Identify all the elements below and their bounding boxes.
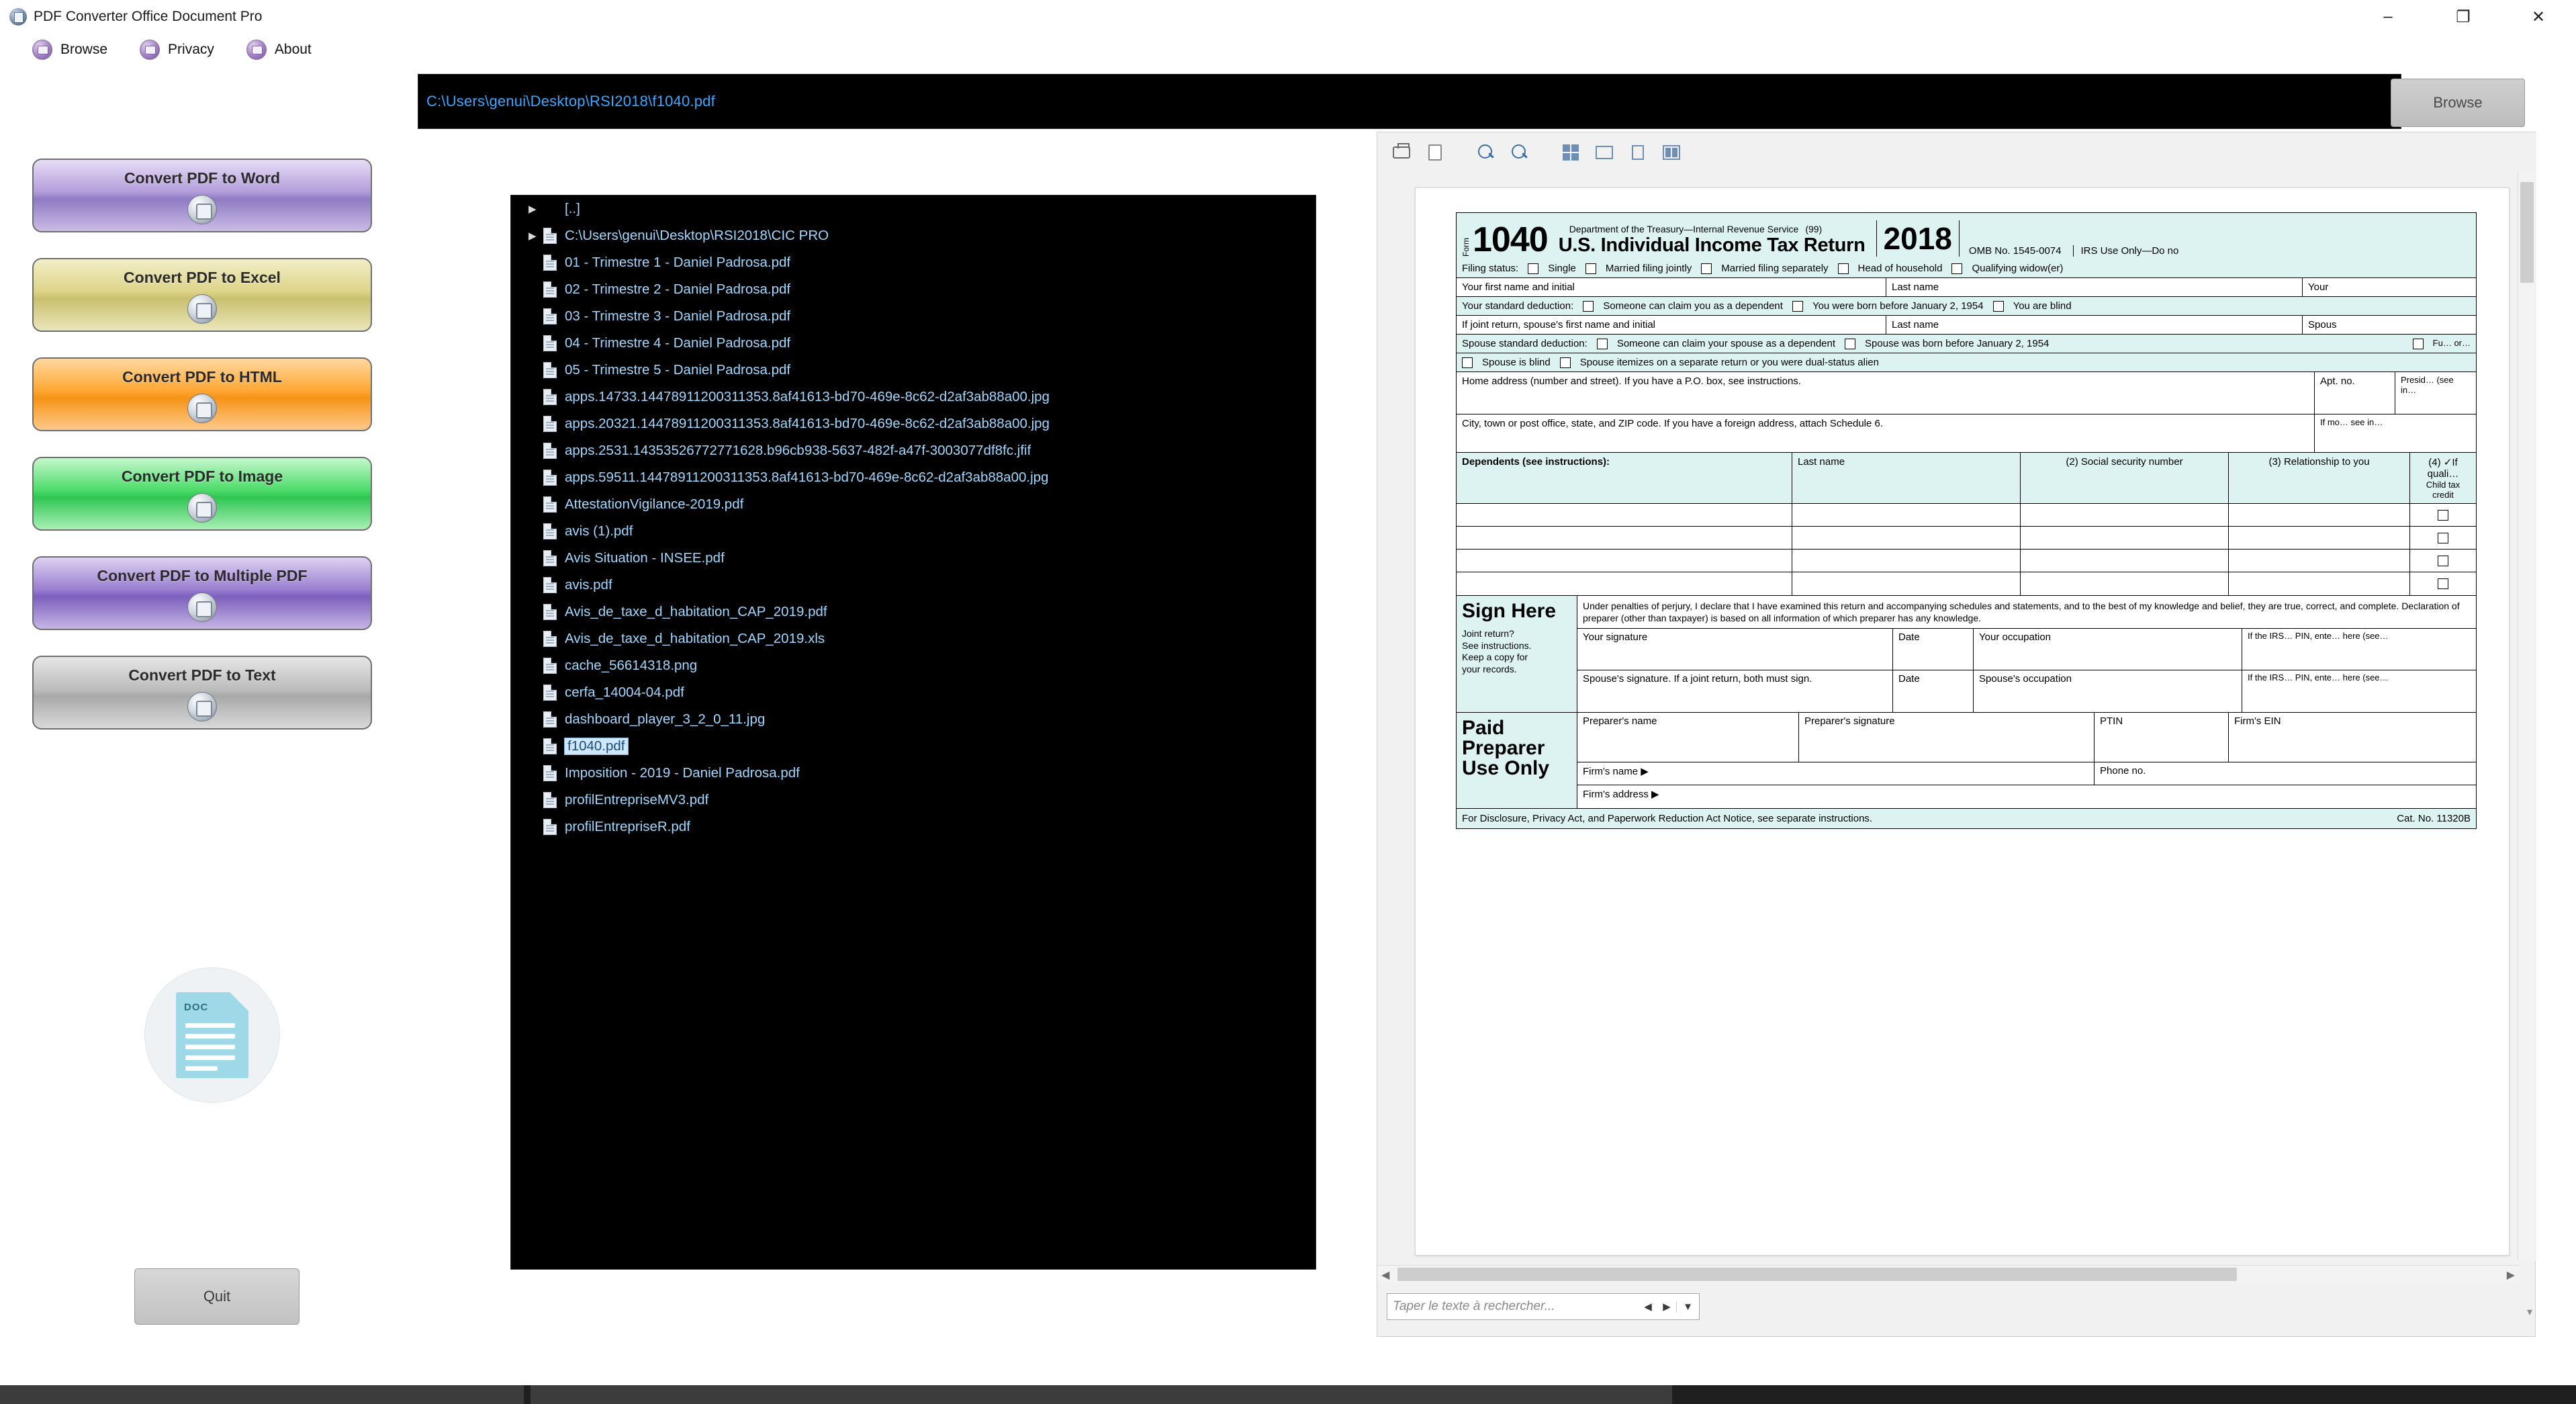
print-icon — [1393, 146, 1410, 159]
file-icon — [543, 255, 557, 271]
your-first-name-field[interactable] — [1457, 278, 1886, 296]
sign-here-section — [1456, 596, 2477, 713]
two-column-icon — [1663, 145, 1680, 160]
spouse-signature-date-field[interactable] — [1893, 670, 1974, 712]
dependent-row[interactable] — [1457, 572, 2476, 595]
print-button[interactable] — [1388, 139, 1415, 166]
your-standard-deduction-row — [1456, 297, 2477, 316]
file-list-item[interactable] — [511, 464, 1316, 491]
checkbox-spouse-claimed-as-dependent[interactable] — [1597, 339, 1608, 349]
window-titlebar — [0, 0, 2576, 34]
your-standard-deduction-label: Your standard deduction: — [1462, 300, 1574, 312]
identity-pin-note — [2242, 629, 2476, 670]
spouse-last-name-field[interactable] — [1886, 316, 2303, 334]
file-icon — [543, 362, 557, 378]
spouse-signature-field[interactable] — [1577, 670, 1893, 712]
expand-arrow-icon[interactable]: ▶ — [528, 230, 537, 242]
viewer-vertical-scrollbar[interactable] — [2518, 173, 2535, 1261]
convert-pdf-to-multiple-pdf-label: Convert PDF to Multiple PDF — [97, 567, 308, 584]
preparer-name-label: Preparer's name — [1583, 715, 1657, 728]
file-list-item[interactable] — [511, 733, 1316, 760]
convert-pdf-to-text-button[interactable] — [32, 656, 372, 730]
thumbnail-grid-button[interactable] — [1557, 139, 1584, 166]
document-preview-thumbnail — [144, 967, 280, 1103]
spouse-itemizes-label: Spouse itemizes on a separate return or you were dual-status alien — [1579, 357, 1879, 368]
filing-option-married-jointly: Married filing jointly — [1605, 263, 1692, 274]
more-than-four-dependents-label: If mo… see in… — [2320, 417, 2383, 427]
scroll-left-icon[interactable]: ◀ — [1381, 1270, 1390, 1281]
your-occupation-label: Your occupation — [1979, 631, 2052, 644]
dependents-rows — [1456, 504, 2477, 596]
file-list-item[interactable] — [511, 195, 1316, 222]
dependents-ssn-cell — [2021, 453, 2229, 503]
city-state-zip-label: City, town or post office, state, and ZIP code. If you have a foreign address, attach Schedule 6. — [1462, 418, 1884, 429]
file-list-item[interactable] — [511, 384, 1316, 410]
spouse-identity-pin-note — [2242, 670, 2476, 712]
file-icon — [543, 389, 557, 405]
file-path-value: C:\Users\genui\Desktop\RSI2018\f1040.pdf — [426, 93, 715, 109]
paid-preparer-title: Paid Preparer Use Only — [1457, 713, 1577, 808]
spouse-last-name-label: Last name — [1892, 319, 1939, 331]
fit-width-button[interactable] — [1591, 139, 1618, 166]
file-list-item-label: apps.14733.14478911200311353.8af41613-bd70-469e-8c62-d2af3ab88a00.jpg — [565, 389, 1050, 404]
document-sheet-icon — [176, 992, 248, 1078]
search-prev-button[interactable]: ◀ — [1644, 1301, 1652, 1313]
document-coin-icon — [187, 493, 217, 523]
sign-here-title: Sign Here — [1462, 600, 1557, 622]
quit-button-label: Quit — [203, 1288, 231, 1305]
spouse-first-name-field[interactable] — [1457, 316, 1886, 334]
your-signature-label: Your signature — [1583, 631, 1648, 644]
apt-no-label: Apt. no. — [2320, 376, 2355, 387]
minimize-button[interactable] — [2350, 0, 2426, 34]
filing-status-label: Filing status: — [1462, 263, 1519, 274]
filing-option-qualifying-widow: Qualifying widow(er) — [1972, 263, 2064, 274]
checkbox-single[interactable] — [1528, 263, 1538, 274]
presidential-election-label: Presid… (see in… — [2401, 375, 2454, 395]
file-list-item-label: profilEntrepriseMV3.pdf — [565, 792, 709, 807]
phone-no-label: Phone no. — [2100, 765, 2146, 777]
convert-pdf-to-word-label: Convert PDF to Word — [124, 169, 281, 187]
viewer-horizontal-scroll-thumb[interactable] — [1397, 1268, 2237, 1281]
sign-note-3: Keep a copy for — [1462, 652, 1528, 662]
zoom-in-icon — [1478, 144, 1494, 161]
privacy-bullet-icon — [140, 40, 160, 60]
file-list-item-label: avis.pdf — [565, 577, 612, 593]
form-title: U.S. Individual Income Tax Return — [1558, 234, 1866, 256]
convert-pdf-to-image-button[interactable] — [32, 457, 372, 531]
checkbox-spouse-born-before-1954[interactable] — [1845, 339, 1855, 349]
single-page-button[interactable] — [1624, 139, 1651, 166]
form-number: 1040 — [1473, 220, 1548, 259]
dependent-row[interactable] — [1457, 527, 2476, 550]
viewer-horizontal-scrollbar[interactable] — [1377, 1265, 2519, 1282]
checkbox-full-year-coverage[interactable] — [2413, 339, 2424, 349]
spouse-occupation-field[interactable] — [1974, 670, 2242, 712]
close-icon: ✕ — [2531, 7, 2546, 26]
spouse-occupation-label: Spouse's occupation — [1979, 673, 2072, 685]
checkbox-head-of-household[interactable] — [1838, 263, 1849, 274]
document-coin-icon — [187, 294, 217, 324]
your-signature-date-field[interactable] — [1893, 629, 1974, 670]
menu-item-about[interactable] — [246, 40, 312, 60]
browse-button[interactable] — [2391, 79, 2525, 127]
scroll-down-hint-icon: ▾ — [2526, 1307, 2532, 1318]
file-list-item-label: apps.2531.14353526772771628.b96cb938-5637-482f-a47f-3003077df8fc.jfif — [565, 443, 1031, 458]
checkbox-spouse-itemizes[interactable] — [1560, 357, 1571, 368]
file-list-item[interactable] — [511, 787, 1316, 814]
perjury-statement: Under penalties of perjury, I declare that I have examined this return and accompanying schedules and statements, and to the best of my knowledge and belief, they are true, correct, and complete. Declaration of preparer (other than taxpayer) is based on all information of which preparer has any knowledge. — [1577, 596, 2476, 629]
file-list-item[interactable] — [511, 706, 1316, 733]
convert-pdf-to-text-label: Convert PDF to Text — [128, 666, 276, 684]
city-state-zip-row — [1456, 414, 2477, 453]
close-button[interactable] — [2501, 0, 2576, 34]
dependents-child-credit-label: Child tax credit — [2426, 480, 2460, 500]
form-irs-use: IRS Use Only—Do no — [2073, 245, 2178, 257]
file-icon — [543, 308, 557, 324]
file-icon — [543, 577, 557, 593]
pdf-page-1 — [1415, 187, 2510, 1256]
search-next-button[interactable]: ▶ — [1663, 1301, 1671, 1313]
dependents-relationship-cell — [2229, 453, 2410, 503]
pdf-search-field[interactable] — [1387, 1293, 1700, 1320]
preparer-top-row — [1577, 713, 2476, 762]
file-icon — [543, 335, 557, 351]
file-icon — [543, 604, 557, 620]
file-path-field[interactable] — [418, 74, 2401, 129]
file-list-item[interactable] — [511, 652, 1316, 679]
conversion-button-group — [32, 159, 372, 755]
dependents-header-row — [1456, 453, 2477, 504]
file-list-item-label: 01 - Trimestre 1 - Daniel Padrosa.pdf — [565, 255, 791, 270]
file-list-item[interactable] — [511, 572, 1316, 599]
file-icon — [543, 496, 557, 513]
spouse-name-row — [1456, 316, 2477, 335]
file-icon — [543, 765, 557, 781]
checkbox-child-tax-credit[interactable] — [2438, 533, 2448, 543]
preparer-signature-field[interactable] — [1799, 713, 2095, 762]
zoom-in-button[interactable] — [1473, 139, 1500, 166]
dependents-ssn-label: (2) Social security number — [2066, 456, 2183, 468]
menu-item-about-label: About — [274, 42, 312, 57]
sign-note-2: See instructions. — [1462, 640, 1532, 651]
window-title: PDF Converter Office Document Pro — [34, 9, 263, 24]
sign-here-fields — [1577, 596, 2476, 712]
file-icon — [543, 470, 557, 486]
search-options-dropdown[interactable]: ▼ — [1676, 1301, 1699, 1313]
file-list-item-label: Avis_de_taxe_d_habitation_CAP_2019.xls — [565, 631, 825, 646]
file-list-item-label: AttestationVigilance-2019.pdf — [565, 496, 744, 512]
file-list-item[interactable] — [511, 249, 1316, 276]
file-icon — [543, 523, 557, 539]
convert-pdf-to-image-label: Convert PDF to Image — [121, 468, 283, 485]
home-address-field[interactable] — [1457, 372, 2315, 414]
dependents-title-cell — [1457, 453, 1792, 503]
firm-address-row — [1577, 785, 2476, 808]
file-icon — [543, 443, 557, 459]
convert-pdf-to-word-button[interactable] — [32, 159, 372, 232]
spouse-first-name-label: If joint return, spouse's first name and initial — [1462, 319, 1656, 331]
sign-note-1: Joint return? — [1462, 628, 1514, 639]
spouse-identity-pin-label: If the IRS… PIN, ente… here (see… — [2248, 672, 2389, 683]
viewer-vertical-scroll-thumb[interactable] — [2520, 182, 2534, 283]
form-year: 2018 — [1876, 220, 1960, 257]
file-icon — [543, 550, 557, 566]
about-bullet-icon — [246, 40, 267, 60]
checkbox-child-tax-credit[interactable] — [2438, 510, 2448, 521]
pdf-search-placeholder: Taper le texte à rechercher... — [1393, 1299, 1555, 1313]
checkbox-child-tax-credit[interactable] — [2438, 556, 2448, 566]
spouse-standard-deduction-label: Spouse standard deduction: — [1462, 338, 1588, 349]
form-rev: (99) — [1805, 224, 1823, 234]
checkbox-you-are-blind[interactable] — [1993, 301, 2004, 312]
file-list-item-label: apps.59511.14478911200311353.8af41613-bd70-469e-8c62-d2af3ab88a00.jpg — [565, 470, 1049, 485]
more-than-four-dependents-note — [2315, 414, 2476, 452]
copy-button[interactable] — [1422, 139, 1448, 166]
form-header — [1456, 212, 2477, 259]
your-ssn-label: Your — [2308, 281, 2329, 293]
single-page-icon — [1632, 145, 1644, 160]
form-word-label: Form — [1461, 238, 1471, 257]
form-omb: OMB No. 1545-0074 — [1968, 245, 2062, 257]
checkbox-married-jointly[interactable] — [1585, 263, 1596, 274]
app-icon — [9, 8, 27, 26]
disclosure-notice: For Disclosure, Privacy Act, and Paperwork Reduction Act Notice, see separate instructions. — [1462, 813, 1873, 825]
pdf-viewer-toolbar — [1377, 132, 2536, 173]
file-list-item[interactable] — [511, 625, 1316, 652]
file-list-item-label: 03 - Trimestre 3 - Daniel Padrosa.pdf — [565, 308, 791, 324]
file-icon — [543, 685, 557, 701]
spouse-std-opt-dependent: Someone can claim your spouse as a dependent — [1616, 338, 1836, 349]
spouse-standard-deduction-row — [1456, 335, 2477, 353]
menu-item-browse[interactable] — [32, 40, 107, 60]
menu-item-browse-label: Browse — [60, 42, 108, 57]
sign-here-label-block — [1457, 596, 1577, 712]
spouse-blind-row — [1456, 353, 2477, 372]
convert-pdf-to-html-button[interactable] — [32, 357, 372, 431]
file-list-item-label: 02 - Trimestre 2 - Daniel Padrosa.pdf — [565, 281, 791, 297]
document-coin-icon — [187, 593, 217, 622]
spouse-signature-date-label: Date — [1898, 673, 1920, 685]
main-menubar — [0, 34, 2576, 66]
spouse-is-blind-label: Spouse is blind — [1482, 357, 1551, 368]
catalog-number: Cat. No. 11320B — [2397, 813, 2471, 825]
convert-pdf-to-html-label: Convert PDF to HTML — [122, 368, 282, 386]
firm-address-field[interactable] — [1577, 785, 2476, 808]
file-browser-list[interactable] — [510, 195, 1316, 1270]
pdf-page-area[interactable] — [1377, 173, 2536, 1261]
your-signature-row — [1577, 629, 2476, 670]
menu-item-privacy[interactable] — [140, 40, 214, 60]
dependents-title: Dependents (see instructions): — [1462, 456, 1610, 468]
form-footer — [1456, 809, 2477, 829]
file-list-item-label: dashboard_player_3_2_0_11.jpg — [565, 711, 766, 727]
presidential-election-field[interactable] — [2395, 372, 2476, 414]
two-column-button[interactable] — [1658, 139, 1685, 166]
file-list-item-label: cache_56614318.png — [565, 658, 698, 673]
dependents-credit-label: (4) ✓If quali… — [2427, 457, 2459, 480]
file-list-item[interactable] — [511, 760, 1316, 787]
dependent-row[interactable] — [1457, 550, 2476, 572]
paid-preparer-section — [1456, 713, 2477, 809]
file-icon — [543, 281, 557, 298]
convert-pdf-to-excel-button[interactable] — [32, 258, 372, 332]
std-opt-blind: You are blind — [2013, 300, 2072, 312]
file-icon — [543, 658, 557, 674]
taskbar-segment[interactable] — [0, 1385, 524, 1404]
filing-option-single: Single — [1548, 263, 1576, 274]
filing-option-married-separately: Married filing separately — [1721, 263, 1829, 274]
checkbox-born-before-1954[interactable] — [1792, 301, 1803, 312]
file-list-item[interactable] — [511, 222, 1316, 249]
city-state-zip-field[interactable] — [1457, 414, 2315, 452]
menu-item-privacy-label: Privacy — [168, 42, 214, 57]
preparer-ptin-label: PTIN — [2100, 715, 2123, 728]
identity-pin-label: If the IRS… PIN, ente… here (see… — [2248, 631, 2389, 642]
file-list-item-label: 05 - Trimestre 5 - Daniel Padrosa.pdf — [565, 362, 791, 378]
browse-button-label: Browse — [2433, 94, 2483, 111]
maximize-icon: ❐ — [2456, 7, 2471, 26]
document-coin-icon — [187, 195, 217, 224]
scroll-right-icon[interactable]: ▶ — [2506, 1270, 2515, 1281]
your-last-name-label: Last name — [1892, 281, 1939, 293]
spouse-ssn-label: Spous — [2308, 319, 2337, 331]
your-last-name-field[interactable] — [1886, 278, 2303, 296]
preparer-signature-label: Preparer's signature — [1804, 715, 1895, 728]
filing-status-row — [1456, 259, 2477, 278]
file-icon — [543, 711, 557, 728]
form-dept-line: Department of the Treasury—Internal Revenue Service — [1569, 224, 1799, 234]
checkbox-child-tax-credit[interactable] — [2438, 578, 2448, 589]
file-list-item[interactable] — [511, 491, 1316, 518]
thumbnail-grid-icon — [1563, 144, 1579, 161]
dependents-last-name-cell — [1792, 453, 2021, 503]
file-icon — [543, 416, 557, 432]
file-list-item[interactable] — [511, 545, 1316, 572]
file-list-item-label: Imposition - 2019 - Daniel Padrosa.pdf — [565, 765, 800, 781]
fit-width-icon — [1596, 146, 1613, 159]
quit-button[interactable] — [134, 1268, 300, 1325]
std-opt-dependent: Someone can claim you as a dependent — [1603, 300, 1783, 312]
spouse-std-opt-born-before: Spouse was born before January 2, 1954 — [1865, 338, 2050, 349]
sign-note-4: your records. — [1462, 663, 1517, 674]
convert-pdf-to-excel-label: Convert PDF to Excel — [124, 269, 281, 286]
checkbox-qualifying-widow[interactable] — [1951, 263, 1962, 274]
copy-icon — [1428, 144, 1442, 161]
document-coin-icon — [187, 394, 217, 423]
file-list-item[interactable] — [511, 357, 1316, 384]
preparer-ptin-field[interactable] — [2095, 713, 2229, 762]
file-list-item-label: Avis_de_taxe_d_habitation_CAP_2019.pdf — [565, 604, 827, 619]
file-icon — [543, 819, 557, 835]
file-list-item-label: profilEntrepriseR.pdf — [565, 819, 690, 834]
dependents-credit-cell — [2410, 453, 2476, 503]
checkbox-claimed-as-dependent[interactable] — [1583, 301, 1594, 312]
os-taskbar[interactable] — [0, 1385, 2576, 1404]
preparer-name-field[interactable] — [1577, 713, 1799, 762]
home-address-label: Home address (number and street). If you have a P.O. box, see instructions. — [1462, 376, 1801, 387]
pdf-viewer-panel — [1377, 132, 2536, 1337]
your-occupation-field[interactable] — [1974, 629, 2242, 670]
folder-icon — [543, 228, 557, 244]
spouse-signature-row — [1577, 670, 2476, 712]
checkbox-spouse-is-blind[interactable] — [1462, 357, 1473, 368]
spouse-ssn-field[interactable] — [2303, 316, 2476, 334]
document-lines-decoration — [185, 1023, 235, 1077]
firm-ein-field[interactable] — [2229, 713, 2476, 762]
file-list-item-label: apps.20321.14478911200311353.8af41613-bd70-469e-8c62-d2af3ab88a00.jpg — [565, 416, 1050, 431]
document-type-label: DOC — [184, 1002, 209, 1013]
your-signature-date-label: Date — [1898, 631, 1920, 644]
full-year-coverage-label: Fu… or… — [2432, 338, 2471, 349]
std-opt-born-before: You were born before January 2, 1954 — [1812, 300, 1984, 312]
your-signature-field[interactable] — [1577, 629, 1893, 670]
checkbox-married-separately[interactable] — [1701, 263, 1712, 274]
file-list-item[interactable] — [511, 599, 1316, 625]
file-list-item[interactable] — [511, 410, 1316, 437]
file-icon — [543, 792, 557, 808]
form-1040 — [1456, 212, 2477, 829]
convert-pdf-to-multiple-pdf-button[interactable] — [32, 556, 372, 630]
home-address-row — [1456, 372, 2477, 414]
apt-no-field[interactable] — [2315, 372, 2395, 414]
file-list-item[interactable] — [511, 303, 1316, 330]
file-list-item[interactable] — [511, 814, 1316, 840]
file-list-item[interactable] — [511, 679, 1316, 706]
paid-preparer-fields — [1577, 713, 2476, 808]
firm-name-label: Firm's name ▶ — [1583, 766, 1649, 778]
dependents-last-name-label: Last name — [1798, 456, 1845, 468]
file-list-item-label: cerfa_14004-04.pdf — [565, 685, 684, 700]
file-list-item-label: Avis Situation - INSEE.pdf — [565, 550, 725, 566]
minimize-icon: – — [2383, 7, 2393, 26]
file-list-item-label: 04 - Trimestre 4 - Daniel Padrosa.pdf — [565, 335, 791, 351]
phone-no-field[interactable] — [2095, 762, 2476, 785]
filing-option-head-of-household: Head of household — [1857, 263, 1943, 274]
file-list-item-label: [..] — [565, 201, 580, 216]
taskbar-segment[interactable] — [531, 1385, 1672, 1404]
file-list-item[interactable] — [511, 437, 1316, 464]
file-list-item-label: f1040.pdf — [565, 738, 628, 754]
spouse-signature-label: Spouse's signature. If a joint return, both must sign. — [1583, 673, 1812, 685]
expand-arrow-icon[interactable]: ▶ — [528, 204, 537, 215]
firm-address-label: Firm's address ▶ — [1583, 789, 1659, 801]
file-icon — [543, 738, 557, 754]
dependent-row[interactable] — [1457, 504, 2476, 527]
your-ssn-field[interactable] — [2303, 278, 2476, 296]
your-first-name-label: Your first name and initial — [1462, 281, 1575, 293]
firm-name-row — [1577, 762, 2476, 785]
file-list-item[interactable] — [511, 276, 1316, 303]
firm-ein-label: Firm's EIN — [2234, 715, 2281, 728]
window-controls — [2350, 0, 2576, 34]
dependents-relationship-label: (3) Relationship to you — [2268, 456, 2370, 468]
zoom-out-icon — [1512, 144, 1528, 161]
file-icon — [543, 631, 557, 647]
file-list-item-label: avis (1).pdf — [565, 523, 633, 539]
browse-bullet-icon — [32, 40, 52, 60]
maximize-button[interactable] — [2426, 0, 2501, 34]
your-name-row — [1456, 278, 2477, 297]
firm-name-field[interactable] — [1577, 762, 2095, 785]
document-coin-icon — [187, 692, 217, 721]
file-list-item[interactable] — [511, 518, 1316, 545]
zoom-out-button[interactable] — [1506, 139, 1533, 166]
file-list-item[interactable] — [511, 330, 1316, 357]
file-list-item-label: C:\Users\genui\Desktop\RSI2018\CIC PRO — [565, 228, 829, 243]
